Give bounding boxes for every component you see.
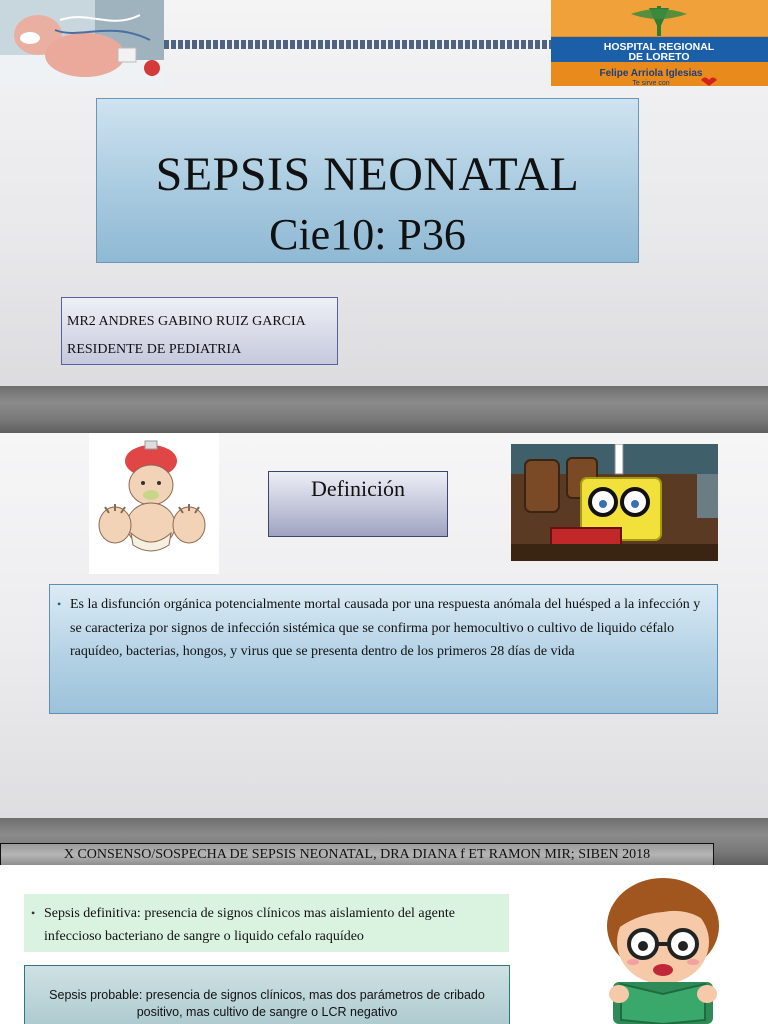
definition-slide [0,433,768,818]
slide-title: SEPSIS NEONATAL [155,148,580,201]
definition-text: Es la disfunción orgánica potencialmente mortal causada por una respuesta anómala del huésped a la infección y se caracteriza por signos de infección sistémica que se confirma por hemocultivo o cultivo de liquido céfalo raquídeo, bacterias, hongos, y virus que se presenta dentro de los primeros 28 días de vida [70,597,701,659]
definition-heading-box [268,471,448,537]
studying-cartoon [511,444,718,561]
author-role: RESIDENTE DE PEDIATRIA [67,342,242,357]
definition-list [57,593,703,664]
hospital-logo-line4: Te sirve con [632,80,670,86]
slide-separator [0,386,768,433]
hospital-logo-line1: HOSPITAL REGIONAL [603,41,715,53]
neonate-photo [0,0,164,86]
definitive-sepsis-box [24,894,509,952]
hospital-logo [551,0,768,86]
definition-heading: Definición [310,476,406,501]
author-name: MR2 ANDRES GABINO RUIZ GARCIA [67,314,306,329]
icd10-code: Cie10: P36 [269,210,466,259]
probable-sepsis-box [24,965,510,1024]
bullet-icon: • [31,906,36,920]
reading-child-cartoon [575,872,758,1024]
definition-text-box [49,584,718,714]
definition-item [57,593,703,664]
reference-bar [0,843,714,866]
bullet-icon: • [57,597,62,611]
definitive-item [31,902,499,948]
probable-text-line2: positivo, mas cultivo de sangre o LCR negativo [136,1005,398,1019]
author-box [61,297,338,365]
definitive-list [31,902,499,948]
hospital-logo-line3: Felipe Arriola Iglesias [599,68,703,79]
title-slide [0,0,768,386]
title-box [96,98,639,263]
classification-slide [0,865,768,1024]
decorative-dash-line [164,40,551,49]
definitive-text: Sepsis definitiva: presencia de signos clínicos mas aislamiento del agente infeccioso bacteriano de sangre o liquido cefalo raquídeo [44,906,455,944]
reference-text: X CONSENSO/SOSPECHA DE SEPSIS NEONATAL, DRA DIANA f ET RAMON MIR; SIBEN 2018 [63,847,651,862]
probable-text-line1: Sepsis probable: presencia de signos clínicos, mas dos parámetros de cribado [49,988,485,1002]
sick-baby-cartoon [89,433,219,574]
hospital-logo-line2: DE LORETO [628,51,690,63]
